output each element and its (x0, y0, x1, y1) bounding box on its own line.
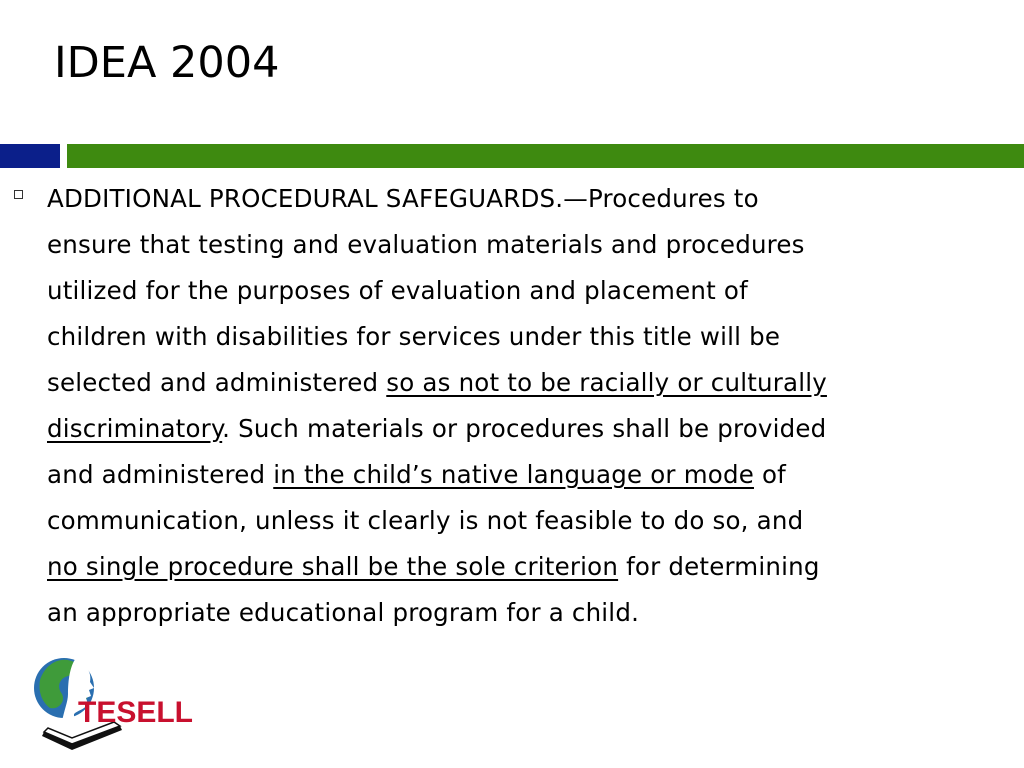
text-segment: selected and administered (47, 368, 387, 397)
text-line-3 (47, 276, 748, 305)
underlined-phrase-sole-criterion: no single procedure shall be the sole criterion (47, 552, 619, 581)
text-line-8 (47, 506, 803, 535)
title-rule-green (67, 144, 1024, 168)
square-bullet-icon (14, 190, 23, 199)
logo-text: TESELL (78, 696, 194, 729)
text-segment: an appropriate educational program for a child. (47, 598, 640, 627)
underlined-phrase-racially-discriminatory: so as not to be racially or culturally (386, 368, 827, 397)
text-line-6 (47, 414, 826, 443)
bullet-text (47, 176, 1007, 636)
text-segment: children with disabilities for services under this title will be (47, 322, 781, 351)
text-line-7 (47, 460, 786, 489)
text-line-9 (47, 552, 820, 581)
title-rule-blue (0, 144, 60, 168)
text-segment: and administered (47, 460, 274, 489)
underlined-phrase-native-language: in the child’s native language or mode (273, 460, 754, 489)
text-segment: . Such materials or procedures shall be provided (222, 414, 827, 443)
text-line-10 (47, 598, 639, 627)
text-line-2 (47, 230, 805, 259)
text-segment: ensure that testing and evaluation materials and procedures (47, 230, 805, 259)
text-line-4 (47, 322, 780, 351)
text-line-1 (47, 184, 759, 213)
text-segment: of (753, 460, 786, 489)
text-segment: utilized for the purposes of evaluation and placement of (47, 276, 748, 305)
text-segment: for determining (618, 552, 820, 581)
slide-title: IDEA 2004 (54, 38, 280, 88)
text-line-5 (47, 368, 827, 397)
underlined-phrase-discriminatory: discriminatory (47, 414, 223, 443)
text-segment: ADDITIONAL PROCEDURAL SAFEGUARDS.—Procedures to (47, 184, 759, 213)
tesell-logo (34, 650, 194, 756)
text-segment: communication, unless it clearly is not feasible to do so, and (47, 506, 804, 535)
